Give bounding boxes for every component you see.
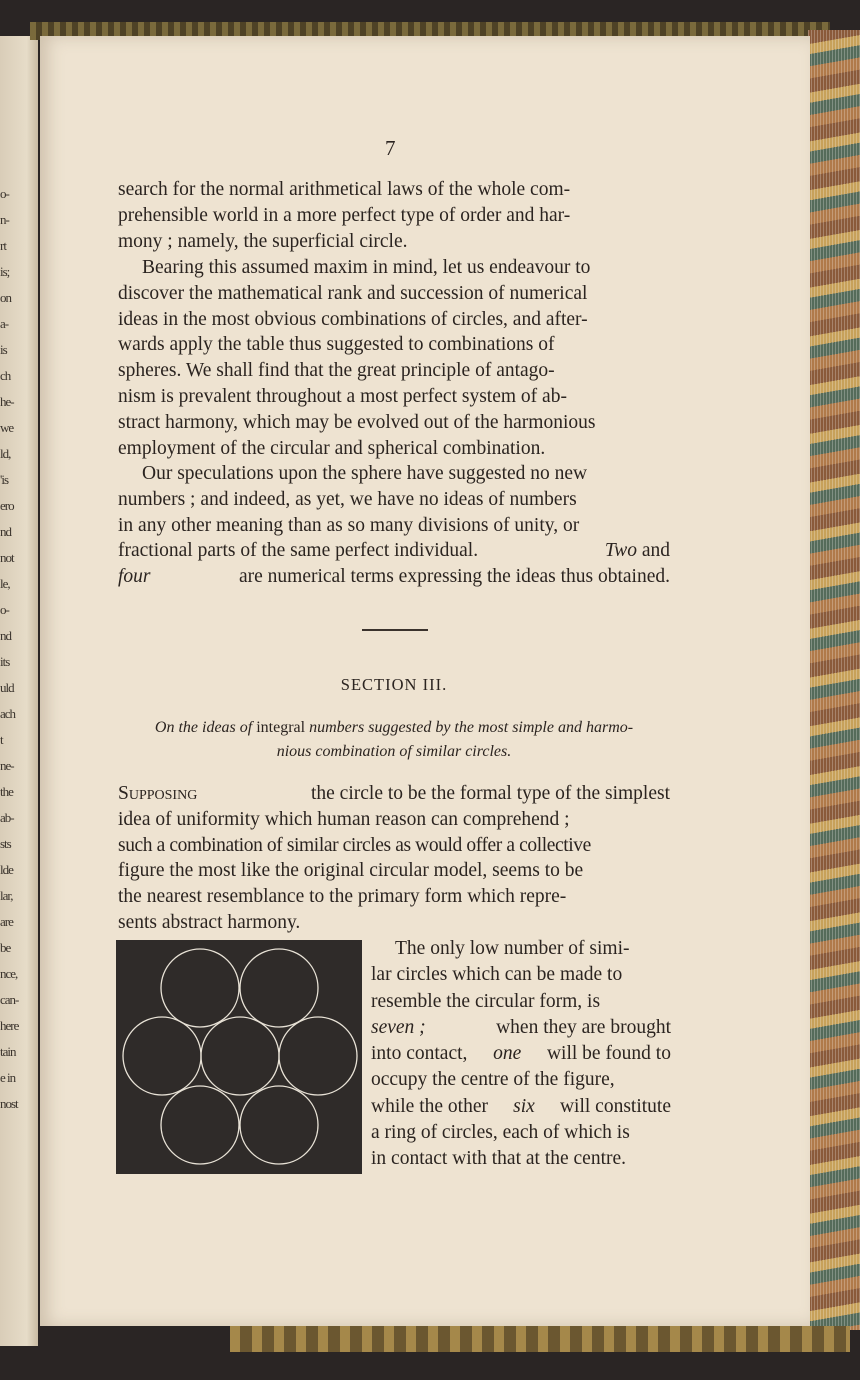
facing-page-fragment: the <box>0 784 13 799</box>
text-line: employment of the circular and spherical combination. <box>118 437 546 459</box>
text-line: in contact with that at the centre. <box>371 1148 627 1170</box>
facing-page-fragment: sts <box>0 836 11 851</box>
text-line: such a combination of similar circles as would offer a collective <box>118 834 591 856</box>
text-span: while the other <box>371 1095 488 1117</box>
facing-page-fragment: he- <box>0 394 14 409</box>
circle-middle-right <box>279 1017 357 1095</box>
text-span <box>605 538 670 564</box>
circle-top-right <box>240 949 318 1027</box>
facing-page-fragment: n- <box>0 212 9 227</box>
page-number: 7 <box>385 136 396 160</box>
subtitle-line <box>118 716 670 740</box>
text-line: stract harmony, which may be evolved out of the harmonious <box>118 411 596 433</box>
paragraph-2 <box>118 255 670 461</box>
text-span: the circle to be the formal type of the simplest <box>310 783 670 804</box>
text-line: a ring of circles, each of which is <box>371 1122 630 1144</box>
circle-bottom-left <box>161 1086 239 1164</box>
facing-page-fragment: uld <box>0 680 14 695</box>
facing-page-fragment: ero <box>0 498 14 513</box>
text-line: sents abstract harmony. <box>118 911 301 933</box>
facing-page-fragment: rt <box>0 238 6 253</box>
facing-page-fragment: are <box>0 914 13 929</box>
book-cover-bottom <box>230 1326 850 1352</box>
text-line: wards apply the table thus suggested to combinations of <box>118 334 555 356</box>
paragraph-5 <box>371 936 671 1173</box>
section-subtitle <box>118 716 670 764</box>
facing-page-fragment: ne- <box>0 758 14 773</box>
text-line: resemble the circular form, is <box>371 990 601 1012</box>
paragraph-3 <box>118 461 670 590</box>
facing-page-fragment: can- <box>0 992 19 1007</box>
facing-page-fragment: ch <box>0 368 11 383</box>
text-line: idea of uniformity which human reason can comprehend ; <box>118 808 570 830</box>
italic-word: one <box>493 1043 522 1065</box>
italic-word: seven ; <box>371 1016 426 1038</box>
facing-page-fragment: nost <box>0 1096 18 1111</box>
text-span: On the ideas of <box>154 719 253 736</box>
facing-page-fragment: le, <box>0 576 10 591</box>
text-line <box>118 564 670 590</box>
facing-page-fragment: ld, <box>0 446 11 461</box>
paragraph-1 <box>118 177 670 254</box>
facing-page-fragment: lde <box>0 862 13 877</box>
circle-bottom-right <box>240 1086 318 1164</box>
text-line: spheres. We shall find that the great principle of antago- <box>118 360 555 382</box>
facing-page-fragment: nd <box>0 524 11 539</box>
text-line: nism is prevalent throughout a most perfect system of ab- <box>118 385 567 407</box>
facing-page-fragment: a- <box>0 316 9 331</box>
text-line: The only low number of simi- <box>395 938 630 959</box>
text-line <box>371 1041 671 1067</box>
text-line <box>371 1015 671 1041</box>
italic-word: Two <box>604 540 637 562</box>
text-span: into contact, <box>371 1043 468 1065</box>
italic-word: four <box>118 566 151 588</box>
facing-page-fragment: be <box>0 940 11 955</box>
text-line: Our speculations upon the sphere have suggested no new <box>142 463 588 484</box>
facing-page-fragment: is; <box>0 264 10 279</box>
section-divider <box>362 629 428 631</box>
text-line <box>371 1094 671 1120</box>
text-line: ideas in the most obvious combinations of circles, and after- <box>118 308 588 330</box>
facing-page-fragment: tain <box>0 1044 16 1059</box>
facing-page-fragment: its <box>0 654 10 669</box>
facing-page-fragment: we <box>0 420 14 435</box>
facing-page-fragment: ach <box>0 706 16 721</box>
text-line: prehensible world in a more perfect type of order and har- <box>118 204 571 226</box>
text-span: integral <box>256 719 306 736</box>
facing-page-fragment: 'is <box>0 472 9 487</box>
text-span: and <box>641 540 670 562</box>
facing-page-fragment: not <box>0 550 14 565</box>
subtitle-line: nious combination of similar circles. <box>276 743 512 760</box>
text-line: discover the mathematical rank and succession of numerical <box>118 282 588 304</box>
facing-page-fragment: nce, <box>0 966 18 981</box>
facing-page-fragment: is <box>0 342 7 357</box>
circle-middle-left <box>123 1017 201 1095</box>
italic-word: six <box>513 1095 535 1117</box>
page-edge-marbled <box>808 30 860 1330</box>
facing-page-fragment: lar, <box>0 888 13 903</box>
facing-page-fragment: on <box>0 290 11 305</box>
facing-page-fragment: here <box>0 1018 19 1033</box>
text-line: occupy the centre of the figure, <box>371 1069 615 1091</box>
text-span: will be found to <box>546 1043 671 1065</box>
circles-svg <box>116 940 362 1174</box>
text-line: search for the normal arithmetical laws of the whole com- <box>118 179 571 200</box>
facing-page-fragment: nd <box>0 628 11 643</box>
facing-page-fragment: ab- <box>0 810 14 825</box>
text-line: numbers ; and indeed, as yet, we have no ideas of numbers <box>118 488 577 510</box>
facing-page-fragment: e in <box>0 1070 16 1085</box>
paragraph-4 <box>118 781 670 936</box>
text-line: figure the most like the original circular model, seems to be <box>118 860 584 882</box>
text-span: numbers suggested by the most simple and harmo- <box>309 719 634 736</box>
text-span: are numerical terms expressing the ideas thus obtained. <box>238 566 670 588</box>
text-line: the nearest resemblance to the primary form which repre- <box>118 886 567 908</box>
section-title: SECTION III. <box>340 675 448 694</box>
text-span: fractional parts of the same perfect individual. <box>118 540 479 562</box>
dropcap-word: Supposing <box>118 783 198 804</box>
text-line: mony ; namely, the superficial circle. <box>118 230 408 252</box>
facing-page-fragment: t <box>0 732 3 747</box>
facing-page-fragment: o- <box>0 602 9 617</box>
circle-top-left <box>161 949 239 1027</box>
facing-page-edge <box>0 36 38 1346</box>
seven-circles-figure <box>116 940 362 1174</box>
text-span: will constitute <box>559 1095 671 1117</box>
text-line <box>118 781 670 807</box>
text-line: lar circles which can be made to <box>371 964 623 986</box>
text-line: in any other meaning than as so many divisions of unity, or <box>118 514 580 536</box>
circle-centre <box>201 1017 279 1095</box>
text-line <box>118 538 670 564</box>
facing-page-fragment: o- <box>0 186 9 201</box>
text-span: when they are brought <box>496 1016 671 1038</box>
text-line: Bearing this assumed maxim in mind, let us endeavour to <box>142 257 591 278</box>
